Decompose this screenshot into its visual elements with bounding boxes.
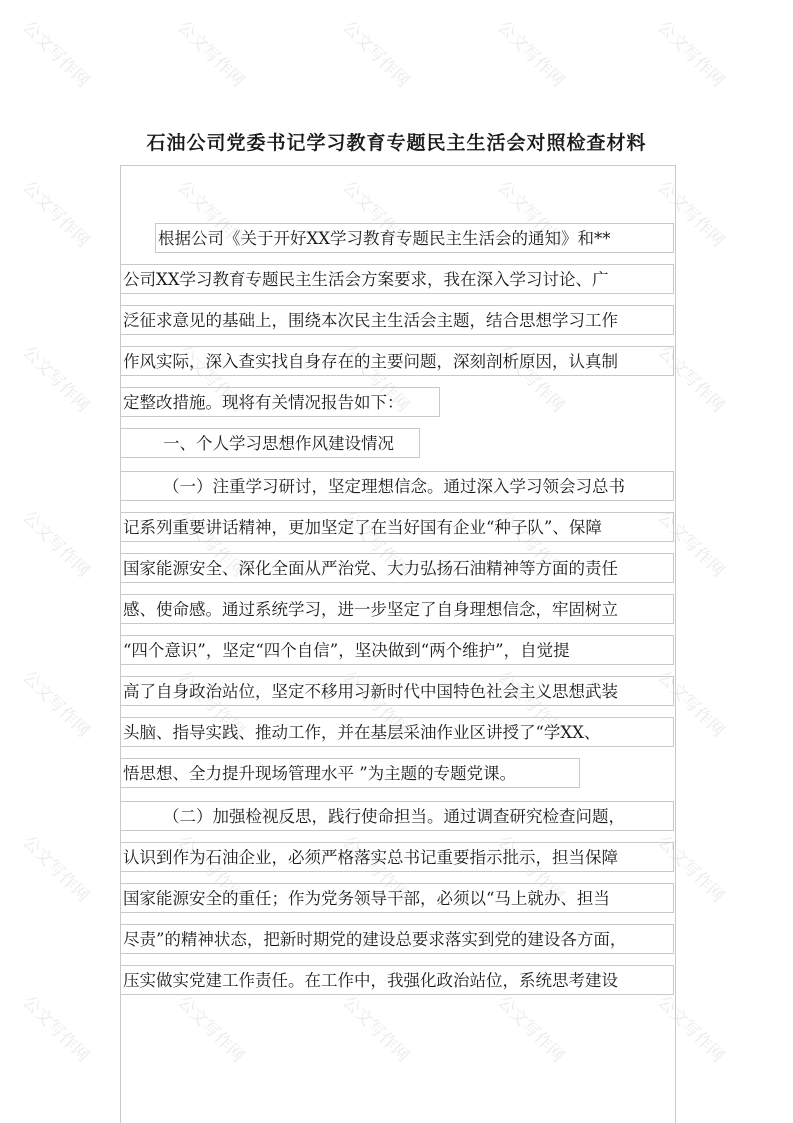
section-heading: 一、个人学习思想作风建设情况	[120, 428, 420, 458]
watermark: 公文写作网	[18, 992, 93, 1067]
watermark: 公文写作网	[18, 507, 93, 582]
text-line: 感、使命感。通过系统学习，进一步坚定了自身理想信念，牢固树立	[120, 594, 674, 624]
watermark: 公文写作网	[18, 667, 93, 742]
watermark: 公文写作网	[653, 507, 728, 582]
document-title: 石油公司党委书记学习教育专题民主生活会对照检查材料	[146, 132, 647, 154]
watermark: 公文写作网	[173, 177, 248, 252]
watermark: 公文写作网	[18, 177, 93, 252]
watermark: 公文写作网	[338, 992, 413, 1067]
watermark: 公文写作网	[493, 177, 568, 252]
text-line: 头脑、指导实践、推动工作，并在基层采油作业区讲授了“学XX、	[120, 717, 674, 747]
watermark: 公文写作网	[18, 17, 93, 92]
watermark: 公文写作网	[653, 832, 728, 907]
watermark: 公文写作网	[338, 177, 413, 252]
watermark: 公文写作网	[653, 992, 728, 1067]
text-line: 作风实际，深入查实找自身存在的主要问题，深刻剖析原因，认真制	[120, 346, 674, 376]
watermark: 公文写作网	[18, 832, 93, 907]
watermark: 公文写作网	[493, 342, 568, 417]
watermark: 公文写作网	[173, 17, 248, 92]
watermark: 公文写作网	[173, 667, 248, 742]
text-line: 定整改措施。现将有关情况报告如下：	[120, 387, 440, 417]
watermark: 公文写作网	[653, 177, 728, 252]
text-line: 认识到作为石油企业，必须严格落实总书记重要指示批示，担当保障	[120, 842, 674, 872]
watermark: 公文写作网	[653, 342, 728, 417]
text-line: 悟思想、全力提升现场管理水平 ”为主题的专题党课。	[120, 758, 580, 788]
watermark: 公文写作网	[493, 507, 568, 582]
watermark: 公文写作网	[493, 667, 568, 742]
text-line: 压实做实党建工作责任。在工作中，我强化政治站位，系统思考建设	[120, 965, 674, 995]
text-line: （二）加强检视反思，践行使命担当。通过调查研究检查问题，	[120, 801, 674, 831]
watermark: 公文写作网	[173, 507, 248, 582]
watermark: 公文写作网	[653, 667, 728, 742]
text-line: 尽责”的精神状态，把新时期党的建设总要求落实到党的建设各方面，	[120, 924, 674, 954]
watermark: 公文写作网	[493, 832, 568, 907]
watermark: 公文写作网	[18, 342, 93, 417]
text-line: 公司XX学习教育专题民主生活会方案要求，我在深入学习讨论、广	[120, 264, 674, 294]
text-line: 根据公司《关于开好XX学习教育专题民主生活会的通知》和**	[155, 223, 674, 253]
watermark: 公文写作网	[173, 832, 248, 907]
watermark: 公文写作网	[338, 667, 413, 742]
watermark: 公文写作网	[653, 17, 728, 92]
text-line: 高了自身政治站位，坚定不移用习新时代中国特色社会主义思想武装	[120, 676, 674, 706]
text-line: 泛征求意见的基础上，围绕本次民主生活会主题，结合思想学习工作	[120, 305, 674, 335]
watermark: 公文写作网	[338, 832, 413, 907]
watermark: 公文写作网	[173, 992, 248, 1067]
text-line: （一）注重学习研讨，坚定理想信念。通过深入学习领会习总书	[120, 471, 674, 501]
watermark: 公文写作网	[338, 17, 413, 92]
watermark: 公文写作网	[338, 342, 413, 417]
watermark: 公文写作网	[173, 342, 248, 417]
watermark: 公文写作网	[338, 507, 413, 582]
text-line: 记系列重要讲话精神，更加坚定了在当好国有企业“种子队”、保障	[120, 512, 674, 542]
text-line: “四个意识”，坚定“四个自信”，坚决做到“两个维护”，自觉提	[120, 635, 674, 665]
watermark: 公文写作网	[493, 17, 568, 92]
text-line: 国家能源安全的重任；作为党务领导干部，必须以“马上就办、担当	[120, 883, 674, 913]
watermark: 公文写作网	[493, 992, 568, 1067]
text-line: 国家能源安全、深化全面从严治党、大力弘扬石油精神等方面的责任	[120, 553, 674, 583]
